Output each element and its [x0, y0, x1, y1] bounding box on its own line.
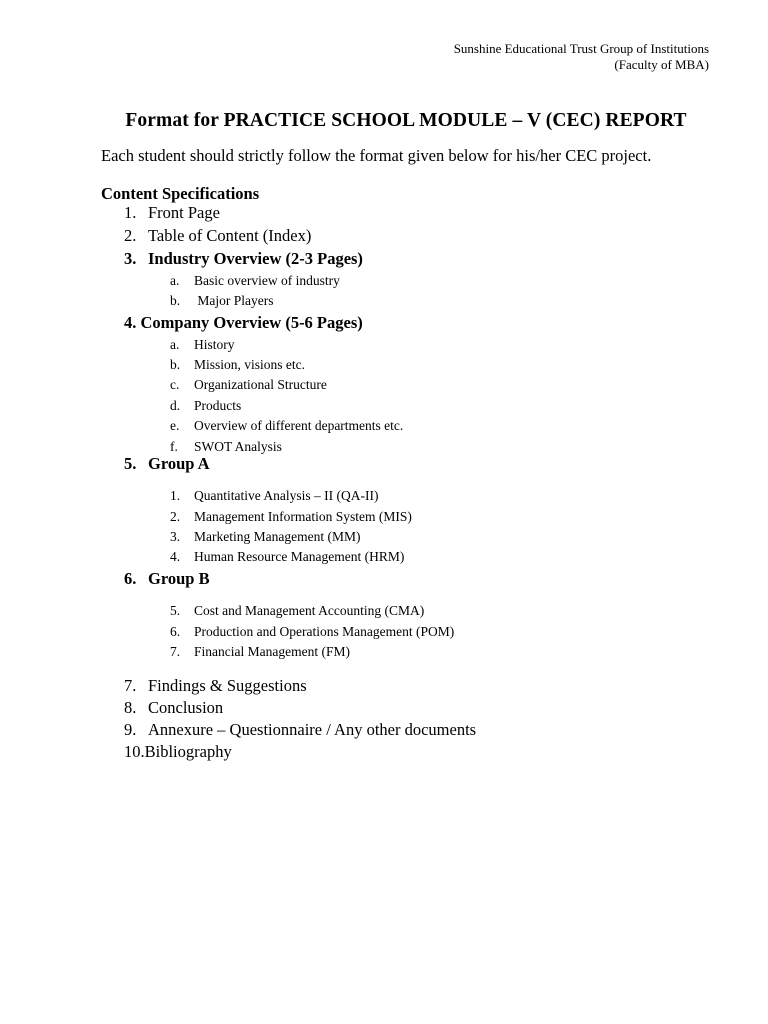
intro-text: Each student should strictly follow the format given below for his/her CEC project.	[101, 146, 652, 165]
document-title: Format for PRACTICE SCHOOL MODULE – V (CEC) REPORT	[125, 110, 687, 131]
sub-item-org-structure: c. Organizational Structure	[170, 377, 327, 392]
group-a-item: 4. Human Resource Management (HRM)	[170, 549, 405, 564]
list-item-bibliography: 10.Bibliography	[124, 742, 232, 761]
page-header	[454, 41, 709, 73]
sub-item-products: d. Products	[170, 398, 242, 413]
sub-item-history: a. History	[170, 337, 235, 352]
institution-name: Sunshine Educational Trust Group of Institutions	[453, 41, 709, 56]
list-item-company-overview: 4. Company Overview (5-6 Pages)	[124, 313, 363, 332]
list-item-table-of-content: 2. Table of Content (Index)	[124, 226, 312, 245]
list-item-annexure: 9. Annexure – Questionnaire / Any other documents	[124, 720, 477, 739]
sub-item-major-players: b. Major Players	[170, 293, 274, 308]
list-item-front-page: 1. Front Page	[124, 203, 220, 222]
group-b-item: 6. Production and Operations Management (POM)	[170, 624, 455, 639]
group-b-item: 7. Financial Management (FM)	[170, 644, 350, 659]
sub-item-departments: e. Overview of different departments etc.	[170, 418, 404, 433]
faculty-name: (Faculty of MBA)	[614, 57, 709, 72]
list-item-group-a: 5. Group A	[124, 454, 210, 473]
group-a-item: 2. Management Information System (MIS)	[170, 509, 412, 524]
sub-item-swot: f. SWOT Analysis	[170, 439, 282, 454]
list-item-findings: 7. Findings & Suggestions	[124, 676, 307, 695]
group-b-item: 5. Cost and Management Accounting (CMA)	[170, 603, 425, 618]
sub-item-basic-overview: a. Basic overview of industry	[170, 273, 340, 288]
sub-item-mission: b. Mission, visions etc.	[170, 357, 306, 372]
list-item-conclusion: 8. Conclusion	[124, 698, 224, 717]
group-a-item: 3. Marketing Management (MM)	[170, 529, 361, 544]
content-specifications-heading: Content Specifications	[101, 184, 260, 203]
list-item-industry-overview: 3. Industry Overview (2-3 Pages)	[124, 249, 363, 268]
group-a-item: 1. Quantitative Analysis – II (QA-II)	[170, 488, 379, 503]
list-item-group-b: 6. Group B	[124, 569, 210, 588]
